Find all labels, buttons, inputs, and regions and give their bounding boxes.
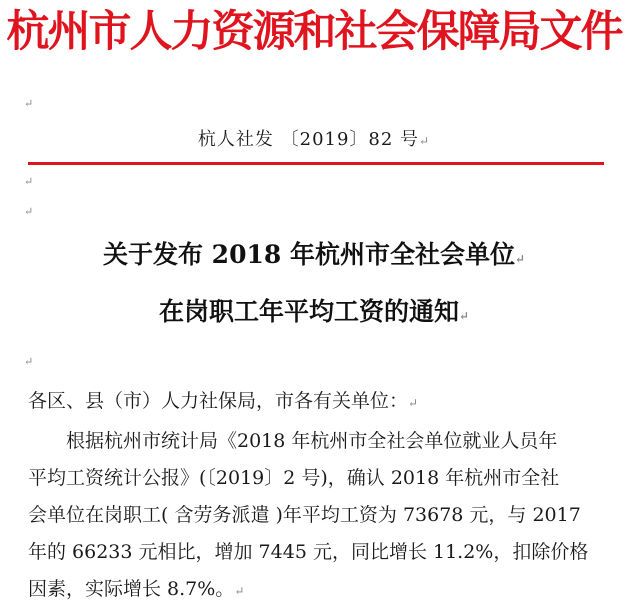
paragraph-mark: ↵	[24, 205, 34, 218]
paragraph-mark: ↵	[458, 309, 470, 323]
paragraph-mark: ↵	[419, 134, 431, 148]
red-divider-line	[28, 162, 604, 165]
body-text-line: 年的 66233 元相比，增加 7445 元，同比增长 11.2%，扣除价格	[28, 541, 589, 563]
document-number: 杭人社发 〔2019〕82 号↵	[197, 129, 431, 150]
body-text-line: 平均工资统计公报》(〔2019〕2 号)，确认 2018 年杭州市全社	[28, 467, 560, 489]
paragraph-mark: ↵	[234, 584, 245, 598]
body-text-line: 根据杭州市统计局《2018 年杭州市全社会单位就业人员年	[66, 430, 558, 452]
document-header-title: 杭州市人力资源和社会保障局文件	[6, 7, 622, 57]
paragraph-mark: ↵	[24, 175, 34, 188]
paragraph-mark: ↵	[514, 252, 526, 266]
paragraph-mark: ↵	[408, 396, 419, 410]
salutation: 各区、县（市）人力社保局，市各有关单位：↵	[28, 390, 419, 412]
paragraph-mark: ↵	[24, 97, 34, 110]
notice-title-line-1: 关于发布 2018 年杭州市全社会单位↵	[102, 240, 526, 269]
body-text-line: 因素，实际增长 8.7%。↵	[28, 578, 245, 600]
body-text-line: 会单位在岗职工( 含劳务派遣 )年平均工资为 73678 元，与 2017	[28, 504, 581, 526]
paragraph-mark: ↵	[24, 355, 34, 368]
notice-title-line-2: 在岗职工年平均工资的通知↵	[158, 297, 470, 326]
